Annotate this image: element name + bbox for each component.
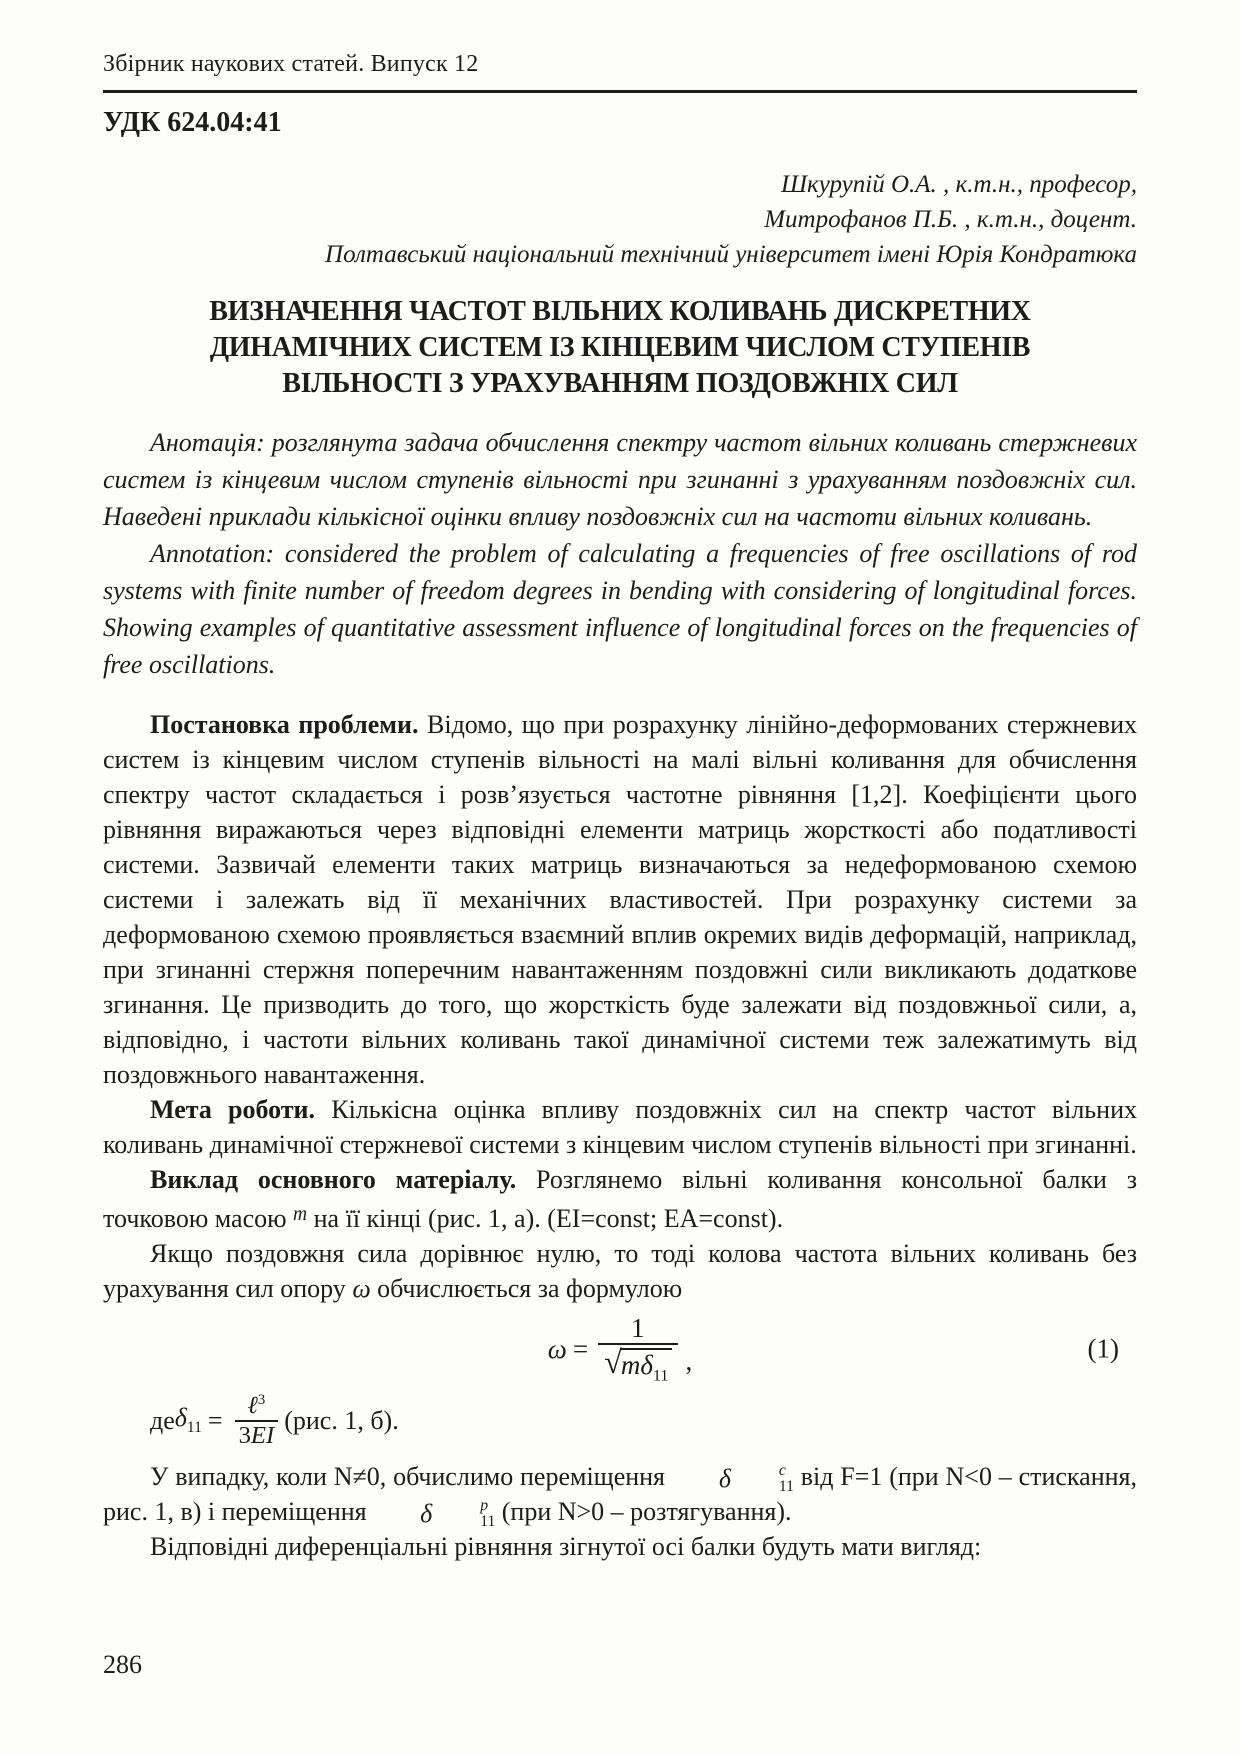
zero-force-text-2: обчислюється за формулою: [370, 1273, 683, 1303]
fraction-denominator: 3EI: [235, 1420, 279, 1449]
problem-statement-lead: Постановка проблеми.: [150, 710, 419, 739]
paragraph-final: [103, 1529, 1137, 1564]
title-line-1: ВИЗНАЧЕННЯ ЧАСТОТ ВІЛЬНИХ КОЛИВАНЬ ДИСКРЕТНИХ: [209, 296, 1031, 327]
delta-11-c: δ c 11: [718, 1462, 794, 1496]
annotation-ua-text: розглянута задача обчислення спектру частот вільних коливань стержневих систем із кінцевим числом ступенів вільності при згинанні з урахуванням поздовжніх сил. Наведені приклади кількісної оцінки впливу поздовжніх сил на частоти вільних коливань.: [103, 428, 1137, 531]
formula-comma: ,: [685, 1345, 693, 1376]
author-line-2: Митрофанов П.Б. , к.т.н., доцент.: [764, 206, 1137, 233]
problem-statement-text: Відомо, що при розрахунку лінійно-деформованих стержневих систем із кінцевим числом ступенів вільності на малі вільні коливання для обчислення спектру частот складається і розв’язується частотне рівняння [1,2]. Коефіцієнти цього рівняння виражаються через відповідні елементи матриць жорсткості або податливості системи. Зазвичай елементи таких матриць визначаються за недеформованою схемою системи і залежать від її механічних властивостей. При розрахунку системи за деформованою схемою проявляється взаємний вплив окремих видів деформацій, наприклад, при згинанні стержня поперечним навантаженням поздовжні сили викликають додаткове згинання. Це призводить до того, що жорсткість буде залежати від поздовжньої сили, а, відповідно, і частоти вільних коливань такої динамічної системи теж залежатимуть від поздовжнього навантаження.: [103, 710, 1137, 1089]
where-text-1: де: [150, 1405, 175, 1435]
author-line-1: Шкурупій О.А. , к.т.н., професор,: [780, 171, 1137, 198]
paragraph-zero-force: [103, 1236, 1137, 1306]
paragraph-goal: [103, 1092, 1137, 1162]
fraction-numerator: 1: [631, 1312, 645, 1343]
article-title: [103, 294, 1137, 402]
delta-11-p: δ p 11: [420, 1497, 496, 1531]
title-line-3: ВІЛЬНОСТІ З УРАХУВАННЯМ ПОЗДОВЖНІХ СИЛ: [282, 368, 958, 399]
fraction: [598, 1314, 677, 1385]
case-n-text-3: (при N>0 – розтягування).: [495, 1496, 792, 1526]
mass-symbol: m: [293, 1204, 308, 1225]
annotation-ua-lead: Анотація:: [150, 428, 265, 457]
square-root: [604, 1345, 671, 1385]
running-header: Збірник наукових статей. Випуск 12: [103, 51, 479, 77]
formula-omega: ω: [547, 1333, 567, 1364]
main-material-text-1: Розглянемо вільні коливання консольної балки з точковою масою: [103, 1165, 1137, 1233]
header-rule: [103, 90, 1137, 93]
where-definition: [103, 1389, 1137, 1453]
equals-sign: =: [207, 1405, 223, 1435]
fraction-numerator: ℓ$^3$: [247, 1391, 266, 1419]
equation-number: (1): [1087, 1333, 1119, 1364]
paragraph-problem-statement: [103, 707, 1137, 1092]
annotation-en-lead: Annotation:: [150, 539, 275, 568]
annotation-english: [103, 535, 1137, 683]
annotation-en-text: considered the problem of calculating a frequencies of free oscillations of rod systems with finite number of freedom degrees in bending with considering of longitudinal forces. Showing examples of quantitative assessment influence of longitudinal forces on the frequencies of free oscillations.: [103, 539, 1137, 679]
author-block: [103, 167, 1137, 272]
title-line-2: ДИНАМІЧНИХ СИСТЕМ ІЗ КІНЦЕВИМ ЧИСЛОМ СТУПЕНІВ: [209, 332, 1031, 363]
main-material-text-2: на її кінці (рис. 1, а). (EI=const; EA=const).: [307, 1203, 784, 1233]
paragraph-case-n: [103, 1459, 1137, 1529]
equals-sign: =: [572, 1333, 589, 1364]
final-text: Відповідні диференціальні рівняння зігнутої осі балки будуть мати вигляд:: [150, 1531, 982, 1561]
radicand: $m\delta_{11}$: [620, 1348, 672, 1384]
udc-code: УДК 624.04:41: [103, 107, 282, 138]
main-material-lead: Виклад основного матеріалу.: [150, 1165, 517, 1194]
delta-11: $\delta_{11}$: [174, 1403, 202, 1437]
page-number: 286: [103, 1650, 142, 1679]
case-n-text-2: від F=1 (при N<0 – стискання, рис. 1, в) і переміщення: [103, 1461, 1137, 1526]
omega-symbol: ω: [352, 1273, 371, 1303]
affiliation-line: Полтавський національний технічний університет імені Юрія Кондратюка: [325, 241, 1137, 268]
paragraph-main-material: [103, 1162, 1137, 1236]
case-n-text-1: У випадку, коли N≠0, обчислимо переміщення: [150, 1461, 672, 1491]
fraction-denominator: [598, 1343, 677, 1384]
where-text-2: (рис. 1, б).: [284, 1405, 399, 1435]
goal-lead: Мета роботи.: [150, 1095, 316, 1124]
annotation-ukrainian: [103, 424, 1137, 535]
zero-force-text-1: Якщо поздовжня сила дорівнює нулю, то тоді колова частота вільних коливань без урахування сил опору: [103, 1238, 1137, 1303]
formula-1: [103, 1314, 1137, 1385]
ell-cubed-fraction: [235, 1393, 279, 1449]
radical-sign: √: [604, 1345, 622, 1382]
goal-text: Кількісна оцінка впливу поздовжніх сил на спектр частот вільних коливань динамічної стержневої системи з кінцевим числом ступенів вільності при згинанні.: [103, 1095, 1137, 1159]
